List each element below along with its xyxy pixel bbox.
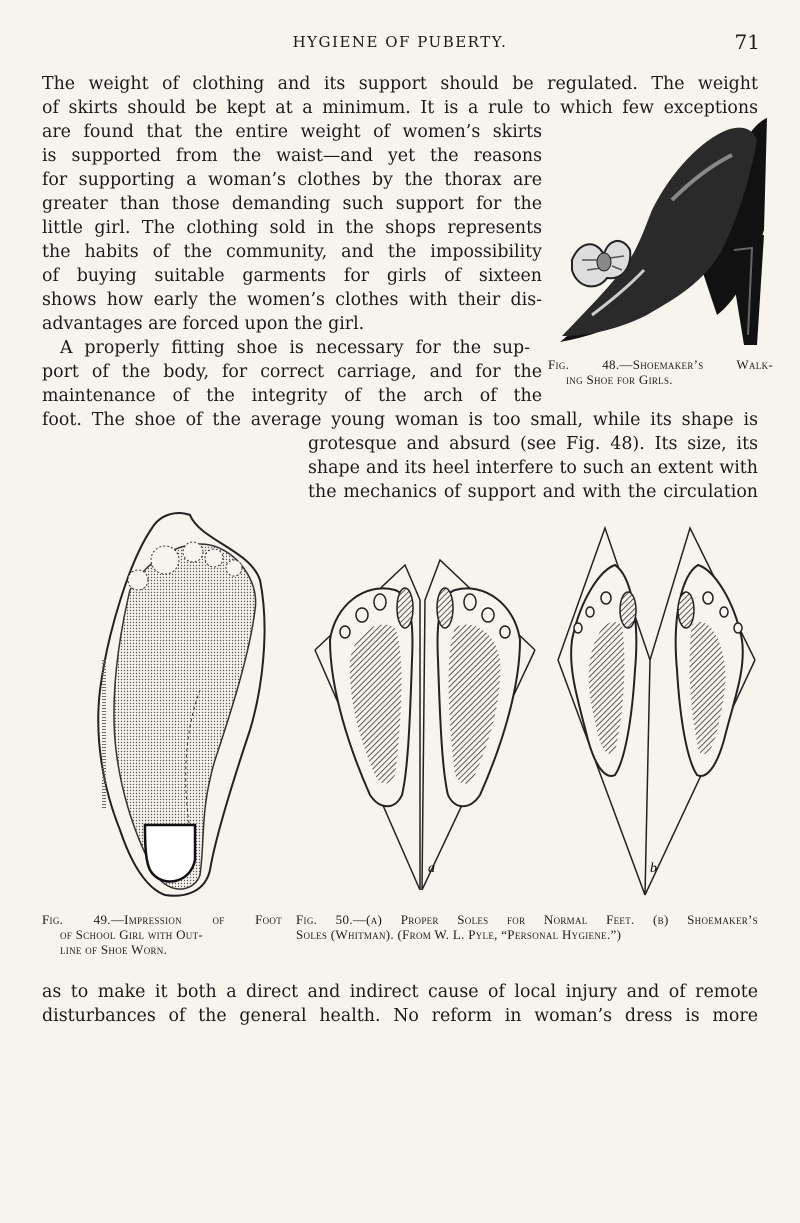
caption-line: Fig. 48.—Shoemaker’s Walk-: [548, 357, 773, 372]
fig50-caption: [296, 912, 758, 942]
text-line: is supported from the waist—and yet the reasons: [42, 146, 542, 166]
text-line: greater than those demanding such support for the: [42, 194, 542, 214]
caption-line: Fig. 49.—Impression of Foot: [42, 912, 282, 927]
text-line: of buying suitable garments for girls of sixteen: [42, 266, 542, 286]
text-line: The weight of clothing and its support should be regulated. The weight: [42, 74, 758, 94]
text-line: grotesque and absurd (see Fig. 48). Its size, its: [308, 434, 758, 454]
text-line: for supporting a woman’s clothes by the thorax are: [42, 170, 542, 190]
text-line: advantages are forced upon the girl.: [42, 314, 365, 334]
text-line: the habits of the community, and the impossibility: [42, 242, 542, 262]
caption-line: Fig. 50.—(a) Proper Soles for Normal Feet. (b) Shoemaker’s: [296, 912, 758, 927]
fig48-caption: [548, 357, 773, 387]
text-line: are found that the entire weight of women’s skirts: [42, 122, 542, 142]
text-line: little girl. The clothing sold in the shops represents: [42, 218, 542, 238]
fig50-label-a: a: [428, 861, 435, 876]
text-line: disturbances of the general health. No reform in woman’s dress is more: [42, 1006, 758, 1026]
fig49-caption: [42, 912, 282, 957]
caption-line: line of Shoe Worn.: [60, 942, 168, 957]
running-head: [0, 30, 800, 54]
text-line: port of the body, for correct carriage, and for the: [42, 362, 542, 382]
text-line: as to make it both a direct and indirect cause of local injury and of remote: [42, 982, 758, 1002]
fig49-foot-impression: [90, 510, 285, 900]
fig50b-shoemaker-soles: [558, 528, 755, 895]
text-line: maintenance of the integrity of the arch of the: [42, 386, 542, 406]
text-line: shape and its heel interfere to such an extent with: [308, 458, 758, 478]
caption-line: of School Girl with Out-: [60, 927, 204, 942]
text-line: shows how early the women’s clothes with their dis-: [42, 290, 542, 310]
fig48-shoe-illustration: [552, 110, 772, 345]
caption-line: Soles (Whitman). (From W. L. Pyle, “Personal Hygiene.”): [296, 927, 622, 942]
text-line: foot. The shoe of the average young woman is too small, while its shape is: [42, 410, 758, 430]
caption-line: ing Shoe for Girls.: [566, 372, 673, 387]
running-title: HYGIENE OF PUBERTY.: [292, 33, 508, 51]
fig50a-proper-soles: [315, 560, 535, 890]
fig50-label-b: b: [650, 861, 657, 876]
text-line: A properly fitting shoe is necessary for the sup-: [60, 338, 530, 358]
text-line: the mechanics of support and with the circulation: [308, 482, 758, 502]
text-line: of skirts should be kept at a minimum. It is a rule to which few exceptions: [42, 98, 758, 118]
fig50-soles-diagram: [310, 520, 765, 900]
page-number: 71: [734, 30, 760, 54]
